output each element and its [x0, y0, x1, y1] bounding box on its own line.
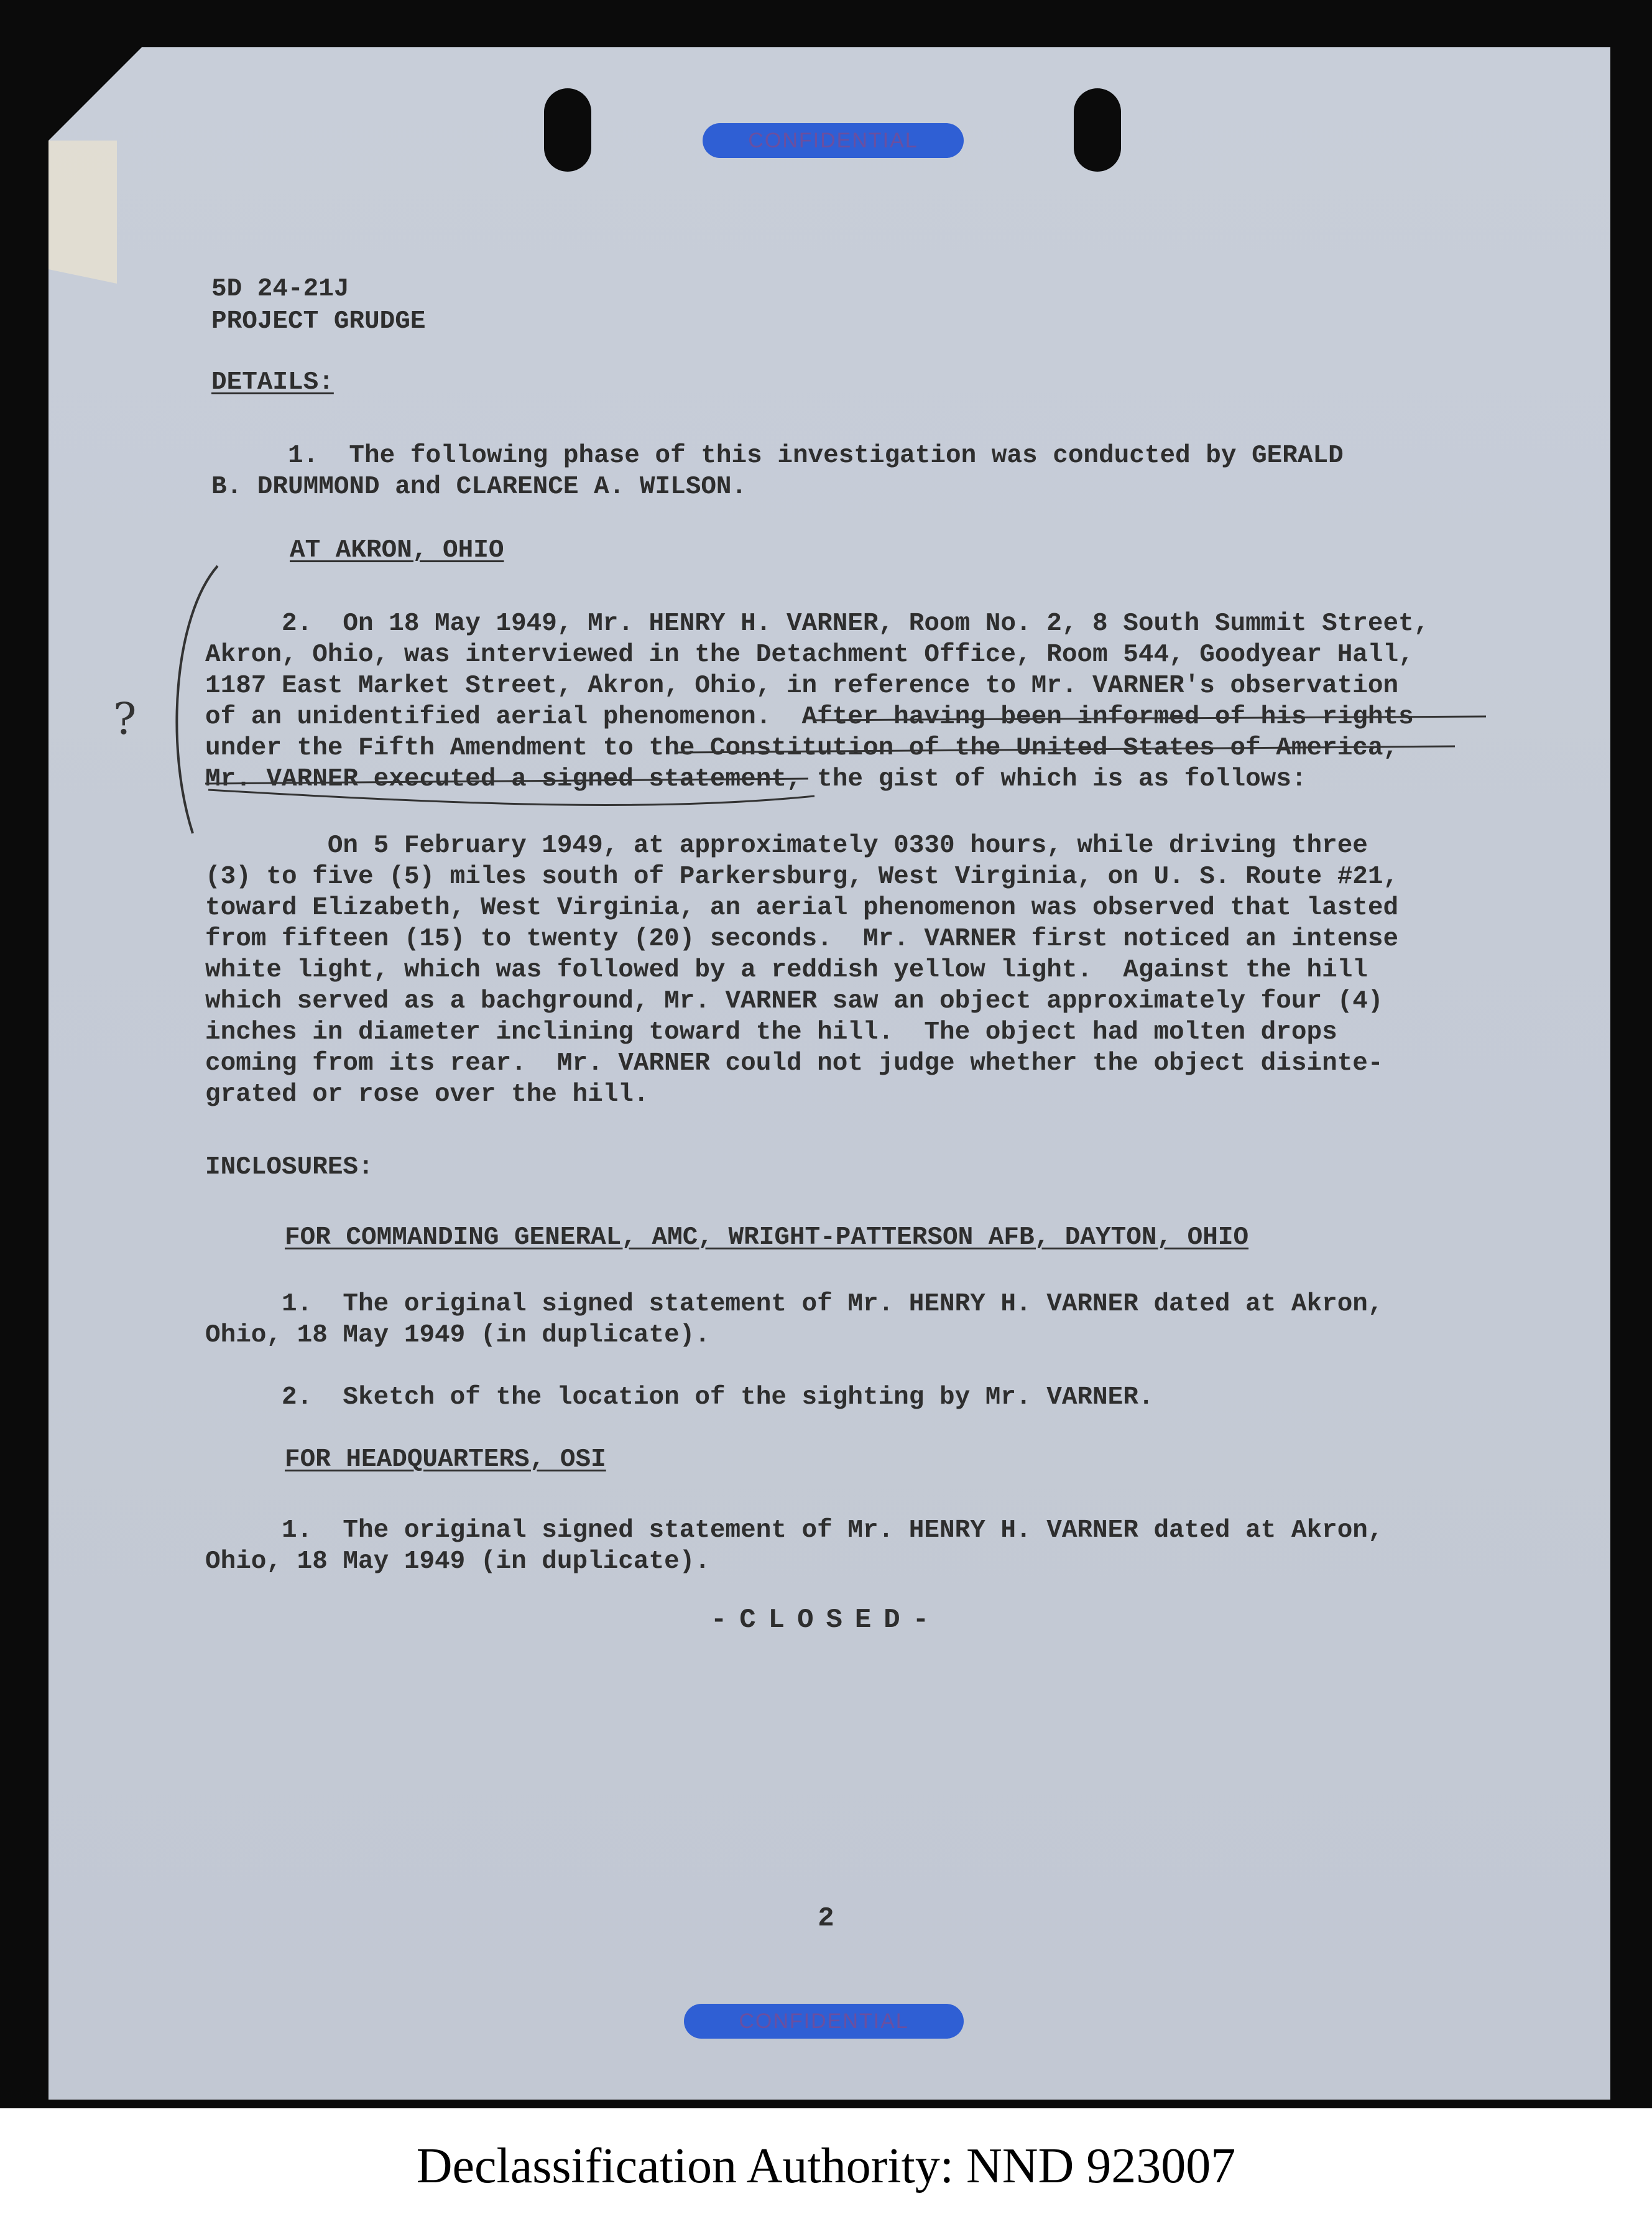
declassification-footer: Declassification Authority: NND 923007: [416, 2139, 1236, 2194]
pen-underline-4: [208, 790, 814, 805]
pen-underline-3: [205, 779, 808, 784]
question-mark-note: ?: [113, 693, 137, 744]
statement-summary: On 5 February 1949, at approximately 0330 hours, while driving three (3) to five (5) miles south of Parkersburg, West Virginia, on U. S. Route #21, toward Elizabeth, West Virginia, an aerial phenomenon was observed that lasted from fifteen (15) to twenty (20) seconds. Mr. VARNER first noticed an intense white light, which was followed by a reddish yellow light. Against the hill which served as a bachground, Mr. VARNER saw an object approximately four (4) inches in diameter inclining toward the hill. The object had molten drops coming from its rear. Mr. VARNER could not judge whether the object disinte- grated or rose over the hill.: [205, 832, 1399, 1109]
pen-underline-1: [814, 716, 1486, 720]
confidential-stamp-bottom: CONFIDENTIAL: [684, 2004, 964, 2039]
file-number: 5D 24-21J: [211, 275, 349, 303]
location-heading: AT AKRON, OHIO: [290, 536, 504, 565]
inclosures-group-1-heading: FOR COMMANDING GENERAL, AMC, WRIGHT-PATTERSON AFB, DAYTON, OHIO: [285, 1223, 1249, 1252]
punch-hole-left: [544, 88, 591, 172]
paragraph-2: 2. On 18 May 1949, Mr. HENRY H. VARNER, Room No. 2, 8 South Summit Street, Akron, Ohio, was interviewed in the Detachment Office, Room 544, Goodyear Hall, 1187 East Market Street, Akron, Ohio, in reference to Mr. VARNER's observation of an unidentified aerial phenomenon. After having been informed of his rights under the Fifth Amendment to the Constitution of the United States of America, Mr. VARNER executed a signed statement, the gist of which is as follows:: [205, 609, 1429, 794]
inclosure-2-1: 1. The original signed statement of Mr. HENRY H. VARNER dated at Akron, Ohio, 18 May 1949 (in duplicate).: [205, 1516, 1383, 1576]
torn-corner: [48, 141, 117, 284]
paragraph-1: 1. The following phase of this investigation was conducted by GERALD B. DRUMMOND and CLARENCE A. WILSON.: [211, 442, 1344, 501]
pen-underline-2: [678, 746, 1455, 753]
inclosure-1-1: 1. The original signed statement of Mr. HENRY H. VARNER dated at Akron, Ohio, 18 May 1949 (in duplicate).: [205, 1290, 1383, 1350]
confidential-stamp-top: CONFIDENTIAL: [703, 123, 964, 158]
closed-mark: [0, 1605, 1652, 1636]
project-name: PROJECT GRUDGE: [211, 307, 426, 336]
punch-hole-right: [1074, 88, 1121, 172]
handwritten-annotations: [99, 560, 1530, 846]
page-number: 2: [818, 1903, 834, 1934]
closed-mark-text: -CLOSED-: [710, 1605, 942, 1636]
inclosures-group-2-heading: FOR HEADQUARTERS, OSI: [285, 1445, 606, 1474]
margin-bracket: [177, 566, 218, 833]
inclosures-heading: INCLOSURES:: [205, 1153, 374, 1182]
details-heading: DETAILS:: [211, 368, 334, 397]
inclosure-1-2: 2. Sketch of the location of the sighting by Mr. VARNER.: [205, 1383, 1154, 1412]
